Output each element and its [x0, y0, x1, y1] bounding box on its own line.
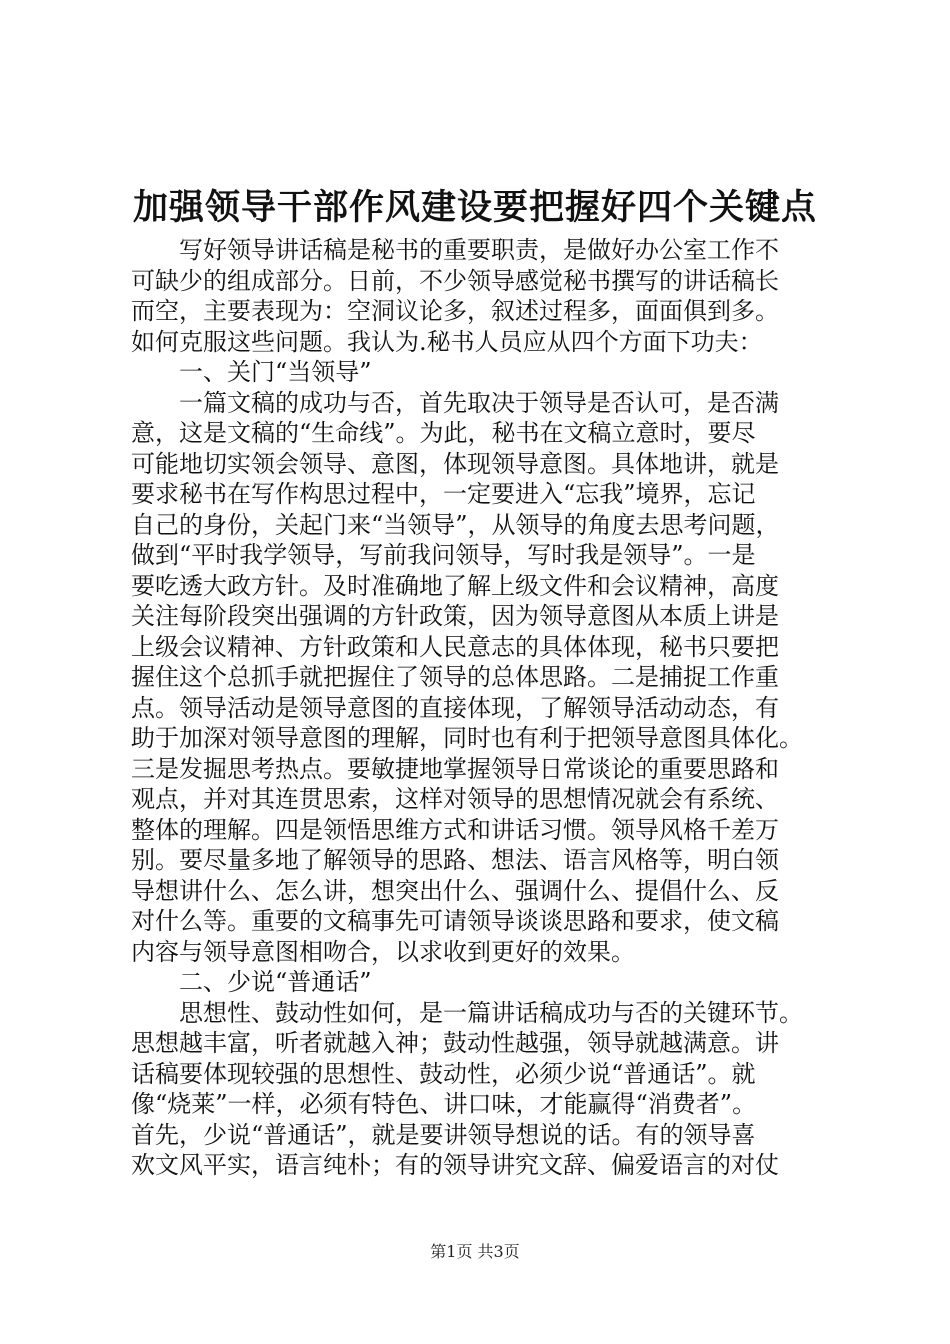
- body-line: 欢文风平实，语言纯朴；有的领导讲究文辞、偏爱语言的对仗: [131, 1151, 779, 1179]
- body-line: 可能地切实领会领导、意图，体现领导意图。具体地讲，就是: [131, 449, 779, 478]
- body-line: 可缺少的组成部分。日前，不少领导感觉秘书撰写的讲话稿长: [131, 266, 779, 295]
- body-line: 一、关门“当领导”: [179, 358, 372, 386]
- body-line: 观点，并对其连贯思索，这样对领导的思想情况就会有系统、: [131, 785, 779, 813]
- body-line: 如何克服这些问题。我认为.秘书人员应从四个方面下功夫：: [131, 327, 763, 356]
- body-line: 点。领导活动是领导意图的直接体现，了解领导活动动态，有: [131, 693, 779, 722]
- body-line: 三是发掘思考热点。要敏捷地掌握领导日常谈论的重要思路和: [131, 754, 779, 783]
- body-line: 要求秘书在写作构思过程中，一定要进入“忘我”境界，忘记: [131, 480, 756, 508]
- body-line: 握住这个总抓手就把握住了领导的总体思路。二是捕捉工作重: [131, 663, 779, 691]
- body-line: 意，这是文稿的“生命线”。为此，秘书在文稿立意时，要尽: [131, 419, 756, 447]
- body-line: 像“烧莱”一样，必须有特色、讲口味，才能赢得“消费者”。: [131, 1090, 757, 1118]
- body-line: 做到“平时我学领导，写前我问领导，写时我是领导”。一是: [131, 541, 756, 569]
- page-footer: 第1页 共3页: [430, 1242, 520, 1261]
- body-line: 自己的身份，关起门来“当领导”，从领导的角度去思考问题，: [131, 510, 780, 539]
- body-line: 导想讲什么、怎么讲，想突出什么、强调什么、提倡什么、反: [131, 876, 779, 905]
- body-line: 上级会议精神、方针政策和人民意志的具体体现，秘书只要把: [131, 632, 779, 661]
- body-line: 而空，主要表现为：空洞议论多，叙述过程多，面面俱到多。: [131, 297, 779, 325]
- document-title: 加强领导干部作风建设要把握好四个关键点: [132, 187, 817, 228]
- body-line: 二、少说“普通话”: [179, 968, 372, 996]
- body-line: 写好领导讲话稿是秘书的重要职责，是做好办公室工作不: [179, 236, 779, 264]
- body-line: 要吃透大政方针。及时准确地了解上级文件和会议精神，高度: [131, 571, 779, 600]
- body-line: 整体的理解。四是领悟思维方式和讲话习惯。领导风格千差万: [131, 815, 779, 844]
- document-body: [131, 235, 831, 1181]
- body-line: 内容与领导意图相吻合，以求收到更好的效果。: [131, 937, 635, 966]
- body-line: 助于加深对领导意图的理解，同时也有利于把领导意图具体化。: [131, 724, 803, 752]
- body-line: 关注每阶段突出强调的方针政策，因为领导意图从本质上讲是: [131, 602, 779, 630]
- body-line: 思想性、鼓动性如何，是一篇讲话稿成功与否的关键环节。: [179, 998, 803, 1027]
- body-line: 一篇文稿的成功与否，首先取决于领导是否认可，是否满: [179, 388, 779, 417]
- body-line: 思想越丰富，听者就越入神；鼓动性越强，领导就越满意。讲: [131, 1029, 779, 1057]
- body-line: 对什么等。重要的文稿事先可请领导谈谈思路和要求，使文稿: [131, 907, 779, 935]
- body-line: 话稿要体现较强的思想性、鼓动性，必须少说“普通话”。就: [131, 1059, 756, 1088]
- body-line: 别。要尽量多地了解领导的思路、想法、语言风格等，明白领: [131, 846, 779, 874]
- body-line: 首先，少说“普通话”，就是要讲领导想说的话。有的领导喜: [131, 1120, 756, 1149]
